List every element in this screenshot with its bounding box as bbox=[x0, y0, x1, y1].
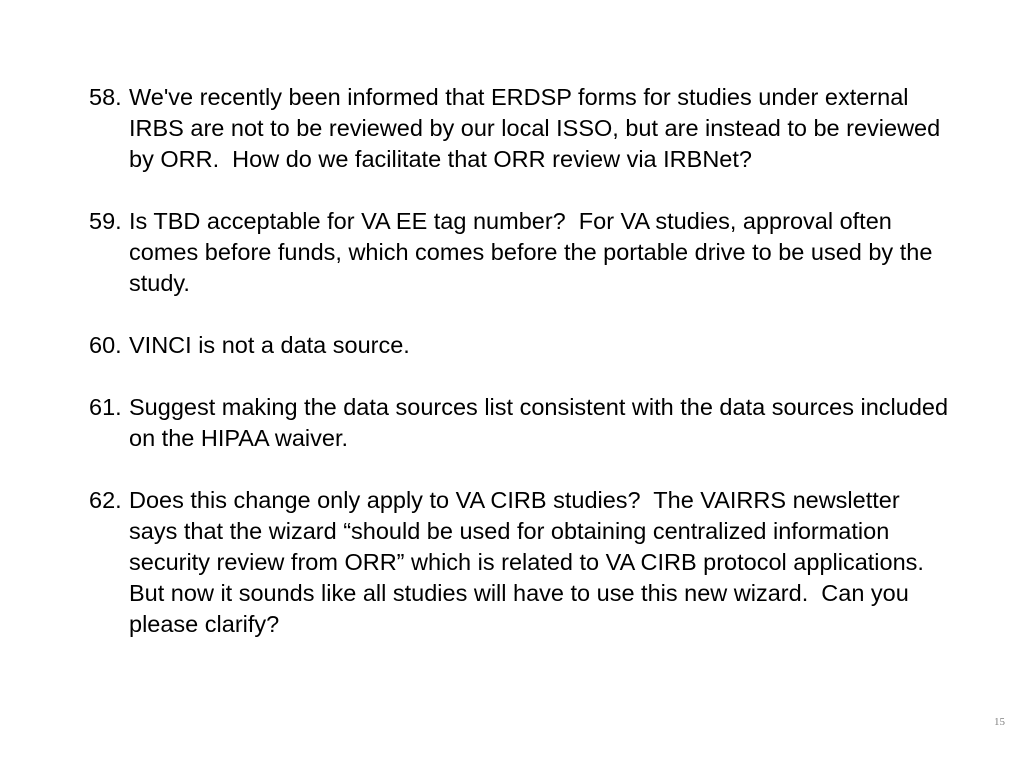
question-item-59 bbox=[89, 206, 949, 299]
question-item-58 bbox=[89, 82, 949, 175]
question-number: 60. bbox=[89, 332, 122, 358]
question-number: 61. bbox=[89, 394, 122, 420]
question-number: 59. bbox=[89, 208, 122, 234]
question-text: Does this change only apply to VA CIRB studies? The VAIRRS newsletter says that the wizard “should be used for obtaining centralized information security review from ORR” which is related to VA CIRB protocol applications. But now it sounds like all studies will have to use this new wizard. Can you please clarify? bbox=[129, 487, 931, 637]
page-number: 15 bbox=[994, 716, 1005, 728]
question-item-60 bbox=[89, 330, 949, 361]
question-text: VINCI is not a data source. bbox=[129, 332, 410, 358]
question-text: We've recently been informed that ERDSP forms for studies under external IRBS are not to be reviewed by our local ISSO, but are instead to be reviewed by ORR. How do we facilitate that ORR review via IRBNet? bbox=[129, 84, 947, 172]
question-text: Suggest making the data sources list consistent with the data sources included on the HIPAA waiver. bbox=[129, 394, 955, 451]
question-number: 62. bbox=[89, 487, 122, 513]
question-item-61 bbox=[89, 392, 955, 454]
question-number: 58. bbox=[89, 84, 122, 110]
question-text: Is TBD acceptable for VA EE tag number? For VA studies, approval often comes before funds, which comes before the portable drive to be used by the study. bbox=[129, 208, 939, 296]
question-item-62 bbox=[89, 485, 949, 640]
question-list bbox=[89, 82, 955, 671]
